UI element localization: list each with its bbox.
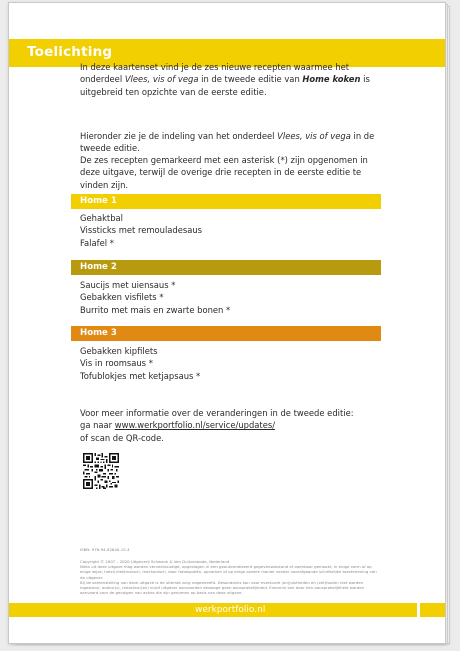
intro-paragraph-2 [80,130,380,155]
recipe-item: Gehaktbal [80,213,123,223]
book-title: Home koken [302,74,361,85]
recipe-item: Gebakken visfilets * [80,292,164,303]
more-info-prefix: ga naar [80,420,115,431]
recipe-item: Tofublokjes met ketjapsaus * [80,370,201,381]
qr-code-icon[interactable] [83,453,119,489]
recipe-list-home-2 [80,279,380,316]
recipe-item: Saucijs met uiensaus * [80,280,176,290]
rights-text: Niets uit deze uitgave mag worden verveelvoudigd, opgeslagen in een geautomatiseerd gegevensbestand of openbaar gemaakt, in enige vorm of op enige wijze, hetzij elektronisch, mechanisch, door fotokopieën, opnamen of op enige andere manier zonder voorafgaande schriftelijke toestemming van de uitgever. [80,564,377,580]
copyright-line: Copyright © 2007 – 2020 Uitgeverij Schwank & Van Duijvenbode, Nederland [80,559,230,564]
recipe-list-home-1 [80,212,380,249]
intro-text: in de tweede editie van [198,74,303,85]
page-title: Toelichting [27,44,113,60]
recipe-item: Burrito met mais en zwarte bonen * [80,304,231,315]
footer-tab [417,603,446,617]
recipe-list-home-3 [80,345,380,382]
section-name: Vlees, vis of vega [124,74,199,85]
updates-link[interactable]: www.werkportfolio.nl/service/updates/ [114,420,276,431]
section-header-home-3: Home 3 [71,326,381,341]
intro-text: in de tweede editie. [80,131,375,154]
intro-text: is uitgebreid ten opzichte van de eerste editie. [80,74,370,97]
section-header-home-1: Home 1 [71,194,381,209]
recipe-item: Gebakken kipfilets [80,346,158,356]
intro-text: In deze kaartenset vind je de zes nieuwe recepten waarmee het onderdeel [80,62,350,85]
intro-text: Hieronder zie je de indeling van het onderdeel [80,131,278,141]
recipe-item: Falafel * [80,237,114,248]
isbn: ISBN: 978-94-92640-15-4 [80,547,130,552]
document-page [8,2,446,644]
legal-block [80,559,380,595]
recipe-item: Vis in roomsaus * [80,358,153,369]
section-header-home-2: Home 2 [71,260,381,275]
section-name: Vlees, vis of vega [277,131,351,141]
more-info-block [80,407,380,444]
more-info-line: Voor meer informatie over de veranderingen in de tweede editie: [80,408,354,418]
footer-brand: werkportfolio.nl [195,605,266,615]
more-info-line: of scan de QR-code. [80,432,164,443]
disclaimer-text: Bij de samenstelling van deze uitgave is de uiterste zorg nagestreefd. Desondanks kan voor eventuele (on)juistheden en (zet)fouten niet worden ingestaan; auteur(s), redacteur(en) en/of uitgever aanvaarden deswege geen aansprakelijkheid. Evenmin kan door hen aansprakelijkheid worden aanvaard voor de gevolgen van acties die zijn genomen op basis van deze uitgave. [80,579,365,596]
recipe-item: Vissticks met remouladesaus [80,225,203,236]
intro-paragraph-3: De zes recepten gemarkeerd met een asterisk (*) zijn opgenomen in deze uitgave, terwijl de overige drie recepten in de eerste editie te vinden zijn. [80,155,368,190]
more-info-line [80,419,380,431]
intro-paragraph-1 [80,61,380,98]
